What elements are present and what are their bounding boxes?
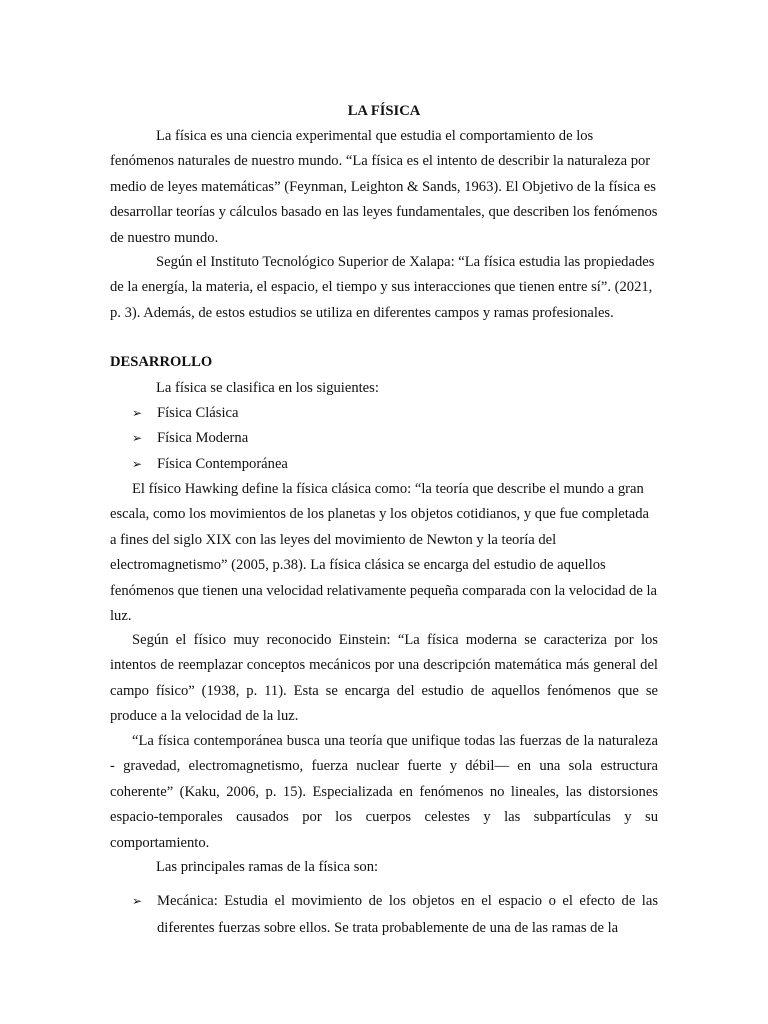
branches-list [132, 888, 658, 941]
intro-paragraph-2: Según el Instituto Tecnológico Superior de Xalapa: “La física estudia las propiedades de la energía, la materia, el espacio, el tiempo y sus interacciones que tienen entre sí”. (2021, p. 3). Además, de estos estudios se utiliza en diferentes campos y ramas profesionales. [110, 254, 655, 321]
contemporary-physics-paragraph: “La física contemporánea busca una teoría que unifique todas las fuerzas de la naturaleza - gravedad, electromagnetismo, fuerza nuclear fuerte y débil— en una sola estructura coherente” (Kaku, 2006, p. 15). Especializada en fenómenos no lineales, las distorsiones espacio-temporales causados por los cuerpos celestes y las subpartículas y su comportamiento. [110, 733, 658, 851]
document-title: LA FÍSICA [347, 103, 421, 119]
list-item [132, 452, 658, 477]
arrow-bullet-icon: ➢ [132, 894, 143, 908]
section-heading-desarrollo: DESARROLLO [110, 354, 213, 370]
list-item [132, 426, 658, 451]
list-item-label: Mecánica: Estudia el movimiento de los objetos en el espacio o el efecto de las diferentes fuerzas sobre ellos. Se trata probablemente de una de las ramas de la [157, 893, 658, 936]
list-item-label: Física Contemporánea [157, 455, 288, 472]
classification-list [132, 401, 658, 477]
intro-paragraph-1: La física es una ciencia experimental que estudia el comportamiento de los fenómenos naturales de nuestro mundo. “La física es el intento de describir la naturaleza por medio de leyes matemáticas” (Feynman, Leighton & Sands, 1963). El Objetivo de la física es desarrollar teorías y cálculos basado en las leyes fundamentales, que describen los fenómenos de nuestro mundo. [110, 128, 658, 246]
list-item-label: Física Clásica [157, 405, 239, 421]
list-item [132, 401, 658, 426]
classification-intro: La física se clasifica en los siguientes: [156, 380, 379, 396]
arrow-bullet-icon: ➢ [132, 406, 143, 420]
arrow-bullet-icon: ➢ [132, 431, 143, 446]
list-item [132, 888, 658, 941]
classical-physics-paragraph: El físico Hawking define la física clásica como: “la teoría que describe el mundo a gran escala, como los movimientos de los planetas y los objetos cotidianos, y que fue completada a fines del siglo XIX con las leyes del movimiento de Newton y la teoría del electromagnetismo” (2005, p.38). La física clásica se encarga del estudio de aquellos fenómenos que tienen una velocidad relativamente pequeña comparada con la velocidad de la luz. [110, 481, 658, 625]
branches-intro: Las principales ramas de la física son: [156, 859, 379, 875]
list-item-label: Física Moderna [157, 430, 249, 447]
arrow-bullet-icon: ➢ [132, 456, 143, 471]
modern-physics-paragraph: Según el físico muy reconocido Einstein: “La física moderna se caracteriza por los intentos de reemplazar conceptos mecánicos por una descripción matemática más general del campo físico” (1938, p. 11). Esta se encarga del estudio de aquellos fenómenos que se produce a la velocidad de la luz. [110, 632, 658, 725]
